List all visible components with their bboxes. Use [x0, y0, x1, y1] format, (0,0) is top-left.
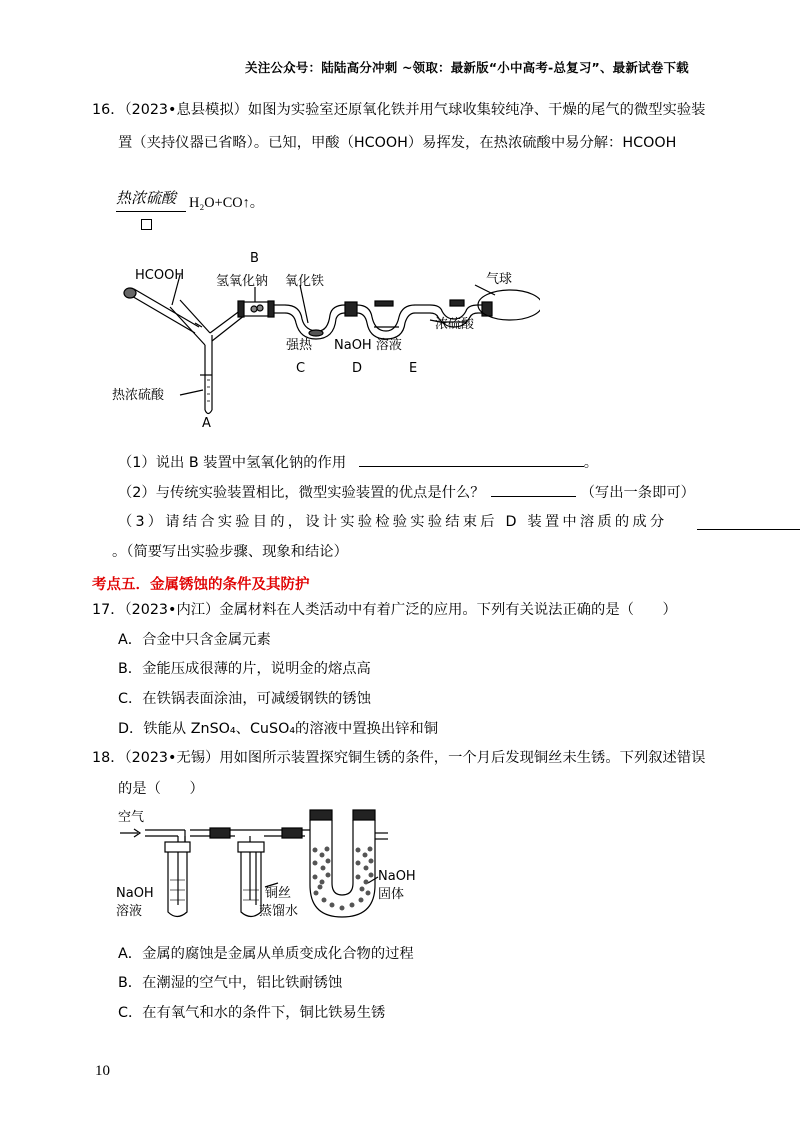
q16-sub3-answer-blank[interactable] — [697, 515, 800, 530]
label-naoh-solid-2b: 固体 — [378, 887, 405, 902]
q18-option-c[interactable]: C．在有氧气和水的条件下，铜比铁易生锈 — [118, 1005, 386, 1021]
q16-sub2 — [118, 482, 695, 503]
q16-sub2-text: （2）与传统实验装置相比，微型实验装置的优点是什么？ — [118, 485, 485, 501]
label-d: D — [352, 361, 363, 376]
label-e: E — [409, 361, 418, 376]
heat-symbol-icon — [141, 219, 152, 230]
page-number: 10 — [95, 1063, 110, 1079]
label-conc-sulfuric-acid: 浓硫酸 — [435, 317, 475, 332]
label-hcooh: HCOOH — [135, 268, 185, 283]
q16-sub1-end: 。 — [583, 455, 598, 471]
reaction-arrow-line — [116, 211, 186, 212]
label-naoh-solution-1: NaOH — [116, 886, 154, 901]
reaction-product: H₂O+CO↑。 — [189, 195, 265, 211]
q18-option-b[interactable]: B．在潮湿的空气中，铝比铁耐锈蚀 — [118, 975, 343, 991]
q16-sub3-text: （3）请结合实验目的，设计实验检验实验结束后 D 装置中溶质的成分 — [118, 514, 668, 530]
label-b: B — [250, 251, 259, 266]
q17-stem: 17．（2023•内江）金属材料在人类活动中有着广泛的应用。下列有关说法正确的是（ ） — [92, 602, 677, 618]
page-header: 关注公众号：陆陆高分冲刺 ~领取：最新版“小中高考-总复习”、最新试卷下载 — [245, 60, 689, 75]
q17-option-a[interactable]: A．合金中只含金属元素 — [118, 632, 271, 648]
q16-sub1-text: （1）说出 B 装置中氢氧化钠的作用 — [118, 455, 347, 471]
label-naoh-solid: 氢氧化钠 — [216, 274, 269, 289]
label-hot-sulfuric-acid: 热浓硫酸 — [112, 388, 165, 403]
label-c: C — [296, 361, 306, 376]
label-balloon: 气球 — [486, 272, 513, 287]
label-a: A — [202, 416, 211, 430]
q16-sub3-line2: 。（简要写出实验步骤、现象和结论） — [112, 544, 348, 560]
q16-line1: 16．（2023•息县模拟）如图为实验室还原氧化铁并用气球收集较纯净、干燥的尾气的微型实验装 — [92, 102, 706, 118]
q16-sub2-answer-blank[interactable] — [491, 482, 576, 497]
label-naoh-solution-1b: 溶液 — [116, 904, 143, 919]
q17-option-d[interactable]: D．铁能从 ZnSO₄、CuSO₄的溶液中置换出锌和铜 — [118, 721, 439, 737]
label-naoh-solution: NaOH 溶液 — [334, 338, 402, 353]
q18-line1: 18．（2023•无锡）用如图所示装置探究铜生锈的条件，一个月后发现铜丝未生锈。下列叙述错误 — [92, 750, 706, 766]
q17-option-b[interactable]: B．金能压成很薄的片，说明金的熔点高 — [118, 661, 371, 677]
label-copper-wire: 铜丝 — [265, 886, 292, 901]
label-naoh-solid-2: NaOH — [378, 869, 416, 884]
q16-sub2-end: （写出一条即可） — [580, 485, 695, 501]
q17-option-c[interactable]: C．在铁锅表面涂油，可减缓钢铁的锈蚀 — [118, 691, 372, 707]
q18-line2: 的是（ ） — [118, 781, 204, 797]
q16-line2: 置（夹持仪器已省略）。已知，甲酸（HCOOH）易挥发，在热浓硫酸中易分解：HCOOH — [118, 135, 677, 151]
q16-sub1-answer-blank[interactable] — [359, 452, 584, 467]
q18-option-a[interactable]: A．金属的腐蚀是金属从单质变成化合物的过程 — [118, 946, 414, 962]
q18-apparatus-diagram — [110, 805, 420, 925]
q16-apparatus-diagram — [110, 245, 540, 430]
label-strong-heat: 强热 — [286, 338, 313, 353]
reaction-condition: 热浓硫酸 — [116, 189, 177, 207]
label-air: 空气 — [118, 810, 145, 825]
label-distilled-water: 蒸馏水 — [259, 904, 299, 919]
section-title: 考点五．金属锈蚀的条件及其防护 — [92, 577, 310, 593]
q16-sub1 — [118, 452, 598, 473]
label-iron-oxide: 氧化铁 — [285, 274, 325, 289]
q16-sub3 — [118, 512, 667, 532]
